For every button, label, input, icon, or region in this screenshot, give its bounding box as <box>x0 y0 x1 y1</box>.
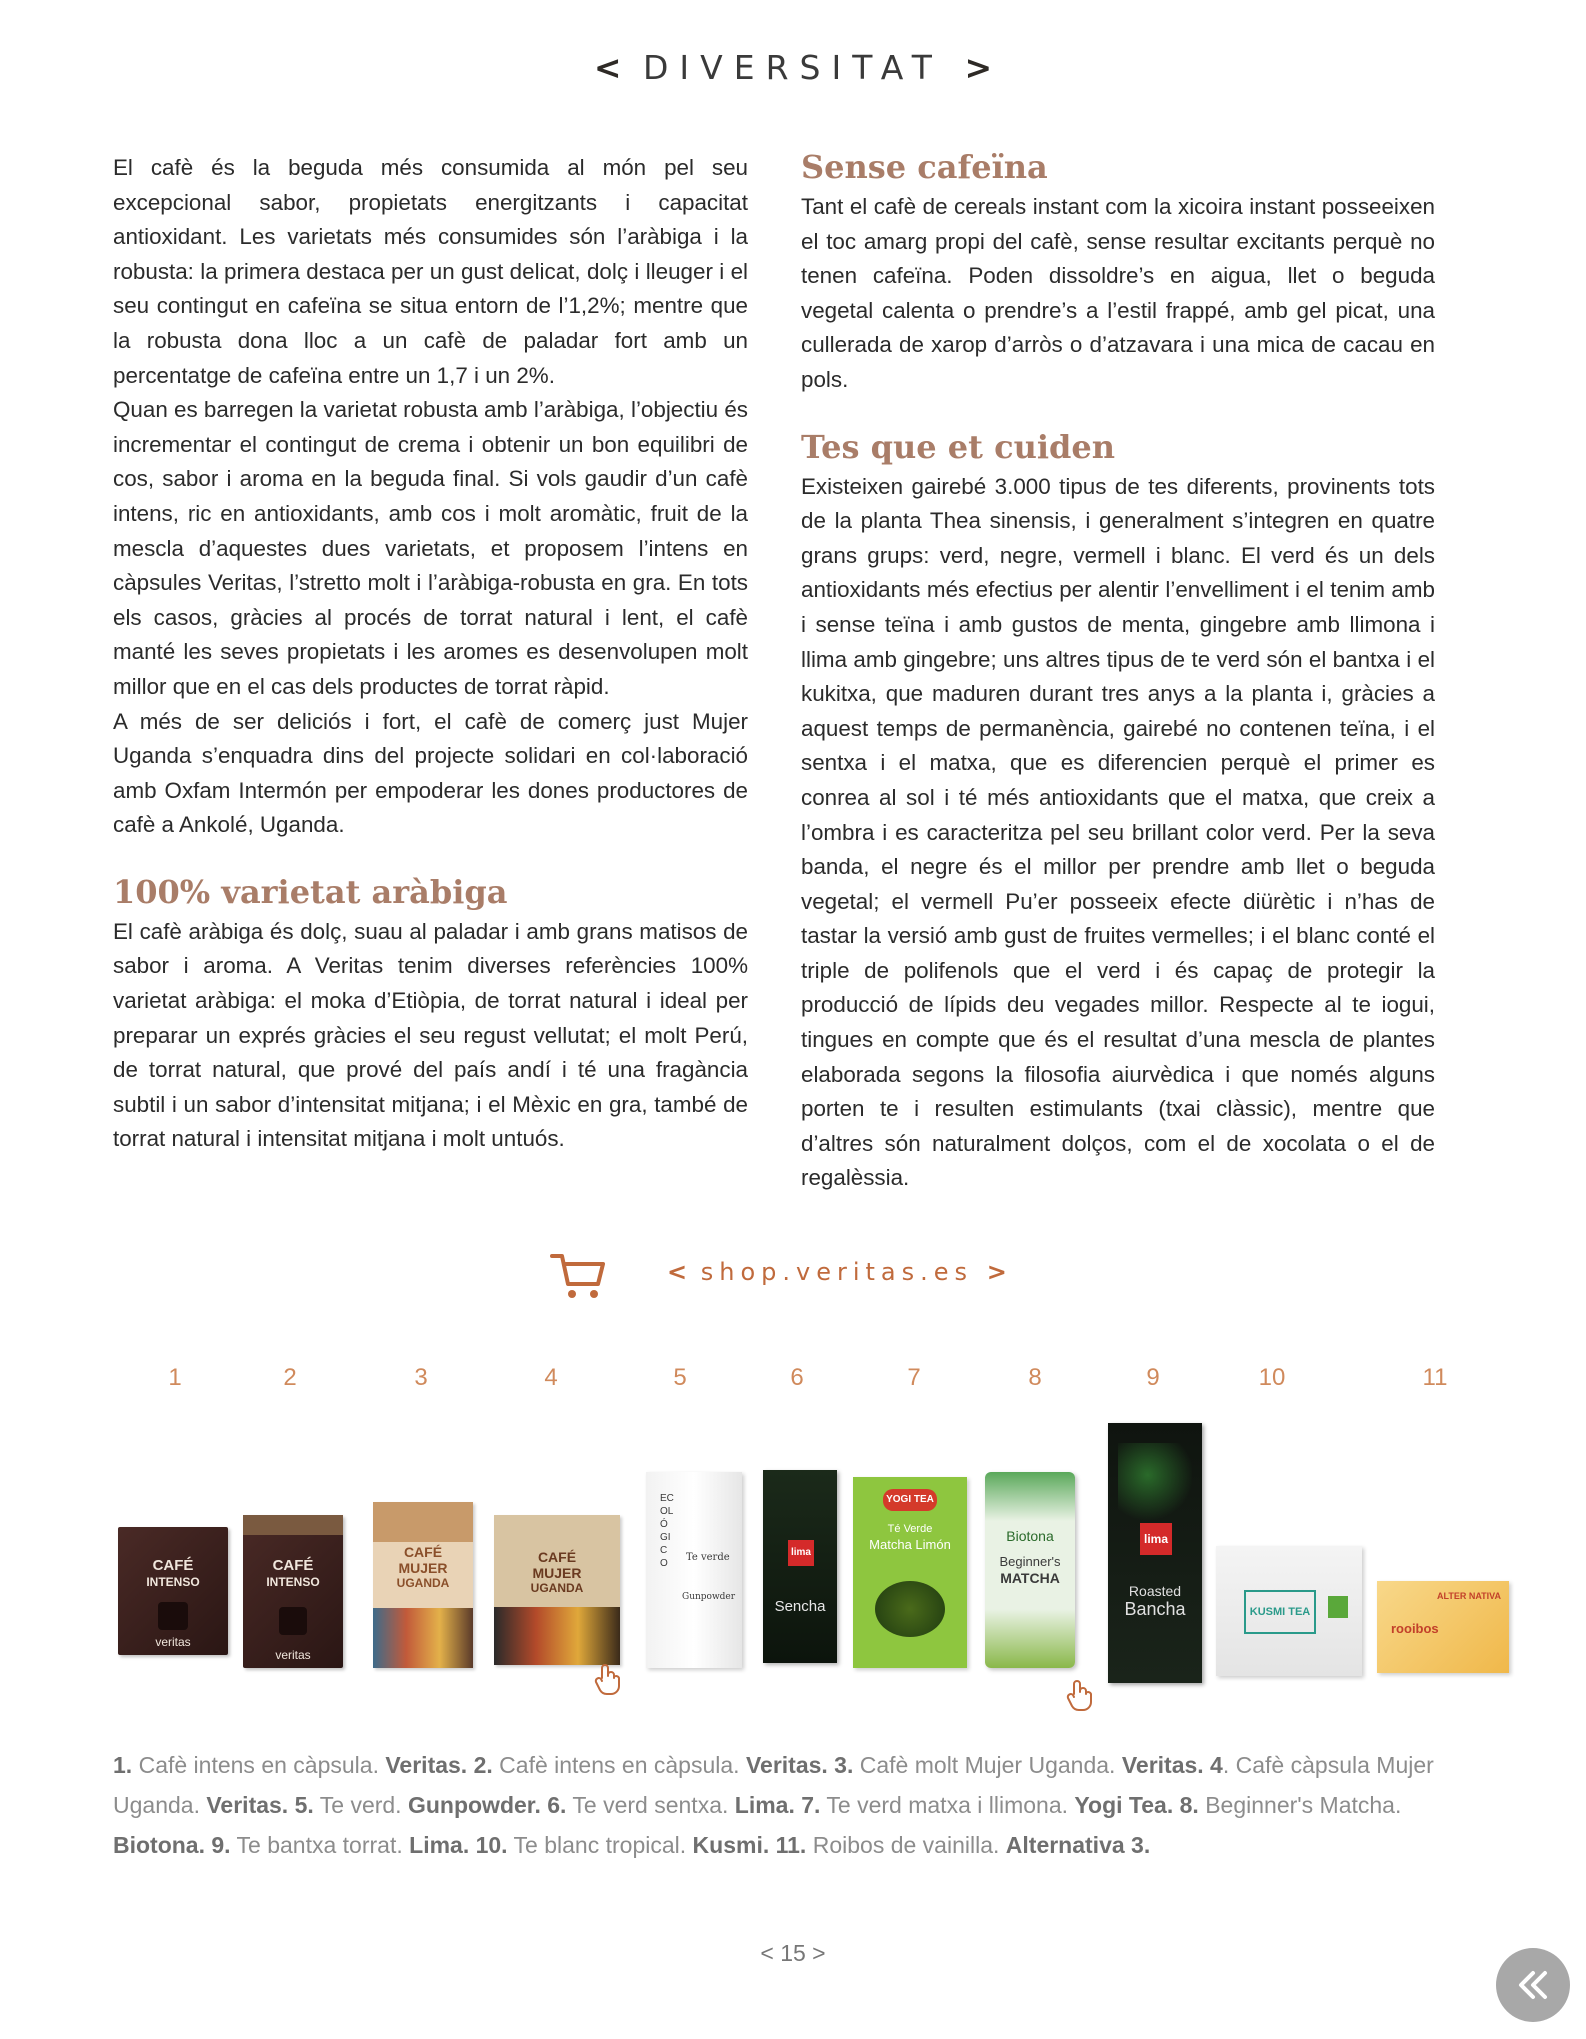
caption-bold: Gunpowder. 6. <box>407 1792 567 1818</box>
title-chevron-right: > <box>964 48 993 87</box>
product-number: 8 <box>1028 1364 1042 1391</box>
shop-url: shop.veritas.es <box>700 1258 974 1286</box>
shop-row <box>0 1250 1586 1310</box>
pack-text: MATCHA <box>1000 1570 1060 1586</box>
right-column <box>801 146 1435 1196</box>
pack-text: CAFÉ <box>537 1549 577 1565</box>
paragraph: El cafè aràbiga és dolç, suau al paladar i amb grans matisos de sabor i aroma. A Veritas tenim diverses referències 100% varietat aràbiga: el moka d’Etiòpia, de torrat natural i ideal per preparar un exprés gràcies el seu regust vellutat; el molt Perú, de torrat natural, que prové del país andí i té una fragància subtil i un sabor d’intensitat mitjana; i el Mèxic en gra, també de torrat natural i intensitat mitjana i molt untuós. <box>113 918 748 1152</box>
caption-bold: Lima. 10. <box>409 1832 508 1858</box>
kusmi-logo: KUSMI TEA <box>1244 1590 1316 1634</box>
tea-cup-image <box>875 1581 945 1637</box>
pack-text: Gunpowder <box>682 1592 736 1602</box>
back-button[interactable] <box>1496 1948 1570 2022</box>
caption-bold: 1. <box>113 1752 133 1778</box>
product-caption <box>113 1745 1453 1865</box>
paragraph: Existeixen gairebé 3.000 tipus de tes diferents, provinents tots de la planta Thea sinensis, i generalment s’integren en quatre grans grups: verd, negre, vermell i blanc. El verd és un dels antioxidants més efectius per alentir l’envelliment i el tenim amb i sense teïna i amb gustos de menta, gingebre amb llimona i llima amb gingebre; uns altres tipus de te verd són el bantxa i el kukitxa, que maduren durant tres anys a la planta i, gràcies a aquest temps de permanència, gairebé no contenen teïna, i el sentxa i el matxa, que es diferencien perquè el primer es conrea al sol i té més antioxidants que el matxa, que creix a l’ombra i es caracteritza pel seu brillant color verd. Per la seva banda, el negre és el millor per prendre amb llet o beguda vegetal; el vermell Pu’er posseeix efecte diürètic i n’has de tastar la versió amb gust de fruites vermelles; i el blanc conté el triple de polifenols que el verd i és capaç de protegir la producció de lípids deu vegades millor. Respecte al te iogui, tingues en compte que és el resultat d’una mescla de plantes elaborada segons la filosofia aiurvèdica i que només alguns porten te i resulten estimulants (txai clàssic), mentre que d’altres són naturalment dolços, com el de xocolata o el de regalèssia. <box>801 473 1435 1191</box>
capsule-image <box>158 1602 188 1630</box>
lima-logo: lima <box>1140 1523 1172 1555</box>
product-1-cafe-intenso-capsules[interactable] <box>118 1527 228 1655</box>
caption-text: Cafè intens en càpsula. <box>132 1752 386 1778</box>
capsule-image <box>279 1607 307 1635</box>
tap-hand-icon[interactable] <box>592 1664 622 1696</box>
product-7-yogi-tea-matcha[interactable] <box>853 1477 967 1668</box>
product-number: 3 <box>414 1364 428 1391</box>
pack-text: Beginner's <box>999 1554 1061 1569</box>
pack-illustration <box>373 1608 473 1668</box>
title-chevron-left: < <box>593 48 622 87</box>
pack-text: CAFÉ <box>403 1544 443 1560</box>
product-number: 4 <box>544 1364 558 1391</box>
caption-bold: Alternativa 3. <box>1005 1832 1151 1858</box>
pack-text: rooibos <box>1391 1621 1439 1636</box>
product-number: 9 <box>1146 1364 1160 1391</box>
left-column <box>113 151 748 1157</box>
yogi-logo: YOGI TEA <box>883 1489 937 1511</box>
subheading-arabica: 100% varietat aràbiga <box>113 872 508 911</box>
pack-text: MUJER <box>532 1565 582 1581</box>
caption-text: Te bantxa torrat. <box>230 1832 410 1858</box>
caption-bold: Veritas. 3. <box>745 1752 854 1778</box>
caption-text: Te verd sentxa. <box>566 1792 735 1818</box>
product-9-lima-roasted-bancha[interactable] <box>1108 1423 1202 1683</box>
product-number: 2 <box>283 1364 297 1391</box>
product-2-cafe-intenso-capsules[interactable] <box>243 1515 343 1668</box>
caption-bold: Veritas. 2. <box>385 1752 493 1778</box>
pack-text: ALTER NATIVA <box>1437 1591 1501 1601</box>
pack-text: Roasted <box>1128 1583 1182 1599</box>
pack-text: INTENSO <box>146 1575 200 1589</box>
caption-text: Cafè intens en càpsula. <box>492 1752 746 1778</box>
caption-text: Te verd. <box>313 1792 408 1818</box>
pack-text: Matcha Limón <box>869 1537 951 1552</box>
shop-link[interactable] <box>667 1258 1007 1286</box>
pack-text: UGANDA <box>396 1576 450 1590</box>
caption-bold: Veritas. 5. <box>206 1792 314 1818</box>
section-title-text: DIVERSITAT <box>643 48 943 87</box>
pack-text: veritas <box>155 1635 191 1649</box>
pack-text: Sencha <box>774 1598 826 1615</box>
product-4-mujer-uganda-capsules[interactable] <box>494 1515 620 1665</box>
product-number: 5 <box>673 1364 687 1391</box>
pack-text: Te verde <box>686 1552 730 1563</box>
caption-text: Cafè molt Mujer Uganda. <box>853 1752 1122 1778</box>
paragraph: A més de ser deliciós i fort, el cafè de comerç just Mujer Uganda s’enquadra dins del projecte solidari en col·laboració amb Oxfam Intermón per empoderar les dones productores de cafè a Ankolé, Uganda. <box>113 708 748 838</box>
paragraph: Quan es barregen la varietat robusta amb l’aràbiga, l’objectiu és incrementar el contingut de crema i obtenir un bon equilibri de cos, sabor i aroma en la beguda final. Si vols gaudir d’un cafè intens, ric en antioxidants, amb cos i molt aromàtic, fruit de la mescla d’aquestes dues varietats, et proposem l’intens en càpsules Veritas, l’stretto molt i l’aràbiga-robusta en gra. En tots els casos, gràcies al procés de torrat natural i lent, el cafè manté les seves propietats i les aromes es desenvolupen molt millor que en el cas dels productes de torrat ràpid. <box>113 397 748 699</box>
subheading-teas: Tes que et cuiden <box>801 427 1115 466</box>
pack-text: MUJER <box>398 1560 448 1576</box>
caption-text: Te blanc tropical. <box>507 1832 693 1858</box>
paragraph: Tant el cafè de cereals instant com la xicoira instant posseeixen el toc amarg propi del cafè, sense resultar excitants perquè no tenen cafeïna. Poden dissoldre’s en aigua, llet o beguda vegetal calenta o prendre’s a l’estil frappé, amb gel picat, una cullerada de xarop d’arròs o d’atzavara i una mica de cacau en pols. <box>801 194 1435 392</box>
pack-text: veritas <box>275 1648 311 1662</box>
caption-bold: Yogi Tea. 8. <box>1074 1792 1199 1818</box>
caption-bold: Biotona. 9. <box>113 1832 231 1858</box>
pack-text: UGANDA <box>530 1581 584 1595</box>
organic-label-icon <box>1328 1596 1348 1618</box>
shopping-cart-icon[interactable] <box>550 1250 606 1300</box>
caption-text: Te verd matxa i llimona. <box>820 1792 1075 1818</box>
product-10-kusmi-tea[interactable] <box>1216 1546 1362 1676</box>
product-6-lima-sencha[interactable] <box>763 1470 837 1663</box>
caption-bold: Kusmi. 11. <box>692 1832 807 1858</box>
caption-bold: Veritas. 4 <box>1121 1752 1223 1778</box>
pack-text: Té Verde <box>887 1523 933 1535</box>
tap-hand-icon[interactable] <box>1064 1680 1094 1712</box>
shop-chevron-left: < <box>667 1258 688 1286</box>
pack-band <box>373 1502 473 1542</box>
caption-text: Roibos de vainilla. <box>806 1832 1006 1858</box>
pack-text: Biotona <box>1006 1528 1054 1544</box>
caption-text: Beginner's Matcha. <box>1198 1792 1402 1818</box>
page-number: < 15 > <box>760 1940 826 1966</box>
product-5-gunpowder[interactable] <box>646 1472 742 1668</box>
pack-illustration <box>494 1607 620 1665</box>
caption-bold: Lima. 7. <box>734 1792 821 1818</box>
double-chevron-left-icon <box>1513 1965 1553 2005</box>
lima-logo: lima <box>788 1540 814 1566</box>
product-number: 10 <box>1258 1364 1286 1391</box>
caption-text: . Cafè càpsula Mujer Uganda. <box>113 1752 1434 1818</box>
pack-text: CAFÉ <box>152 1557 194 1574</box>
subheading-decaf: Sense cafeïna <box>801 148 1048 186</box>
paragraph: El cafè és la beguda més consumida al món pel seu excepcional sabor, propietats energitzants i capacitat antioxidant. Les varietats més consumides són l’aràbiga i la robusta: la primera destaca per un gust delicat, dolç i lleuger i el seu contingut en cafeïna se situa entorn de l’1,2%; mentre que la robusta dona lloc a un cafè de paladar fort amb un percentatge de cafeïna entre un 1,7 i un 2%. <box>113 155 748 388</box>
product-number: 1 <box>168 1364 182 1391</box>
pack-text: ECOLÓGICO <box>660 1493 674 1569</box>
product-11-alternativa-rooibos[interactable] <box>1377 1581 1509 1673</box>
section-title <box>0 48 1586 87</box>
leaf-illustration <box>1118 1443 1192 1523</box>
product-number: 6 <box>790 1364 804 1391</box>
product-8-biotona-matcha[interactable] <box>985 1472 1075 1668</box>
product-number: 7 <box>907 1364 921 1391</box>
shop-chevron-right: > <box>986 1258 1007 1286</box>
pack-band <box>243 1515 343 1535</box>
pack-text: CAFÉ <box>272 1557 314 1574</box>
product-3-mujer-uganda[interactable] <box>373 1502 473 1668</box>
product-number: 11 <box>1422 1364 1448 1391</box>
pack-text: Bancha <box>1124 1599 1186 1619</box>
pack-text: INTENSO <box>266 1575 320 1589</box>
